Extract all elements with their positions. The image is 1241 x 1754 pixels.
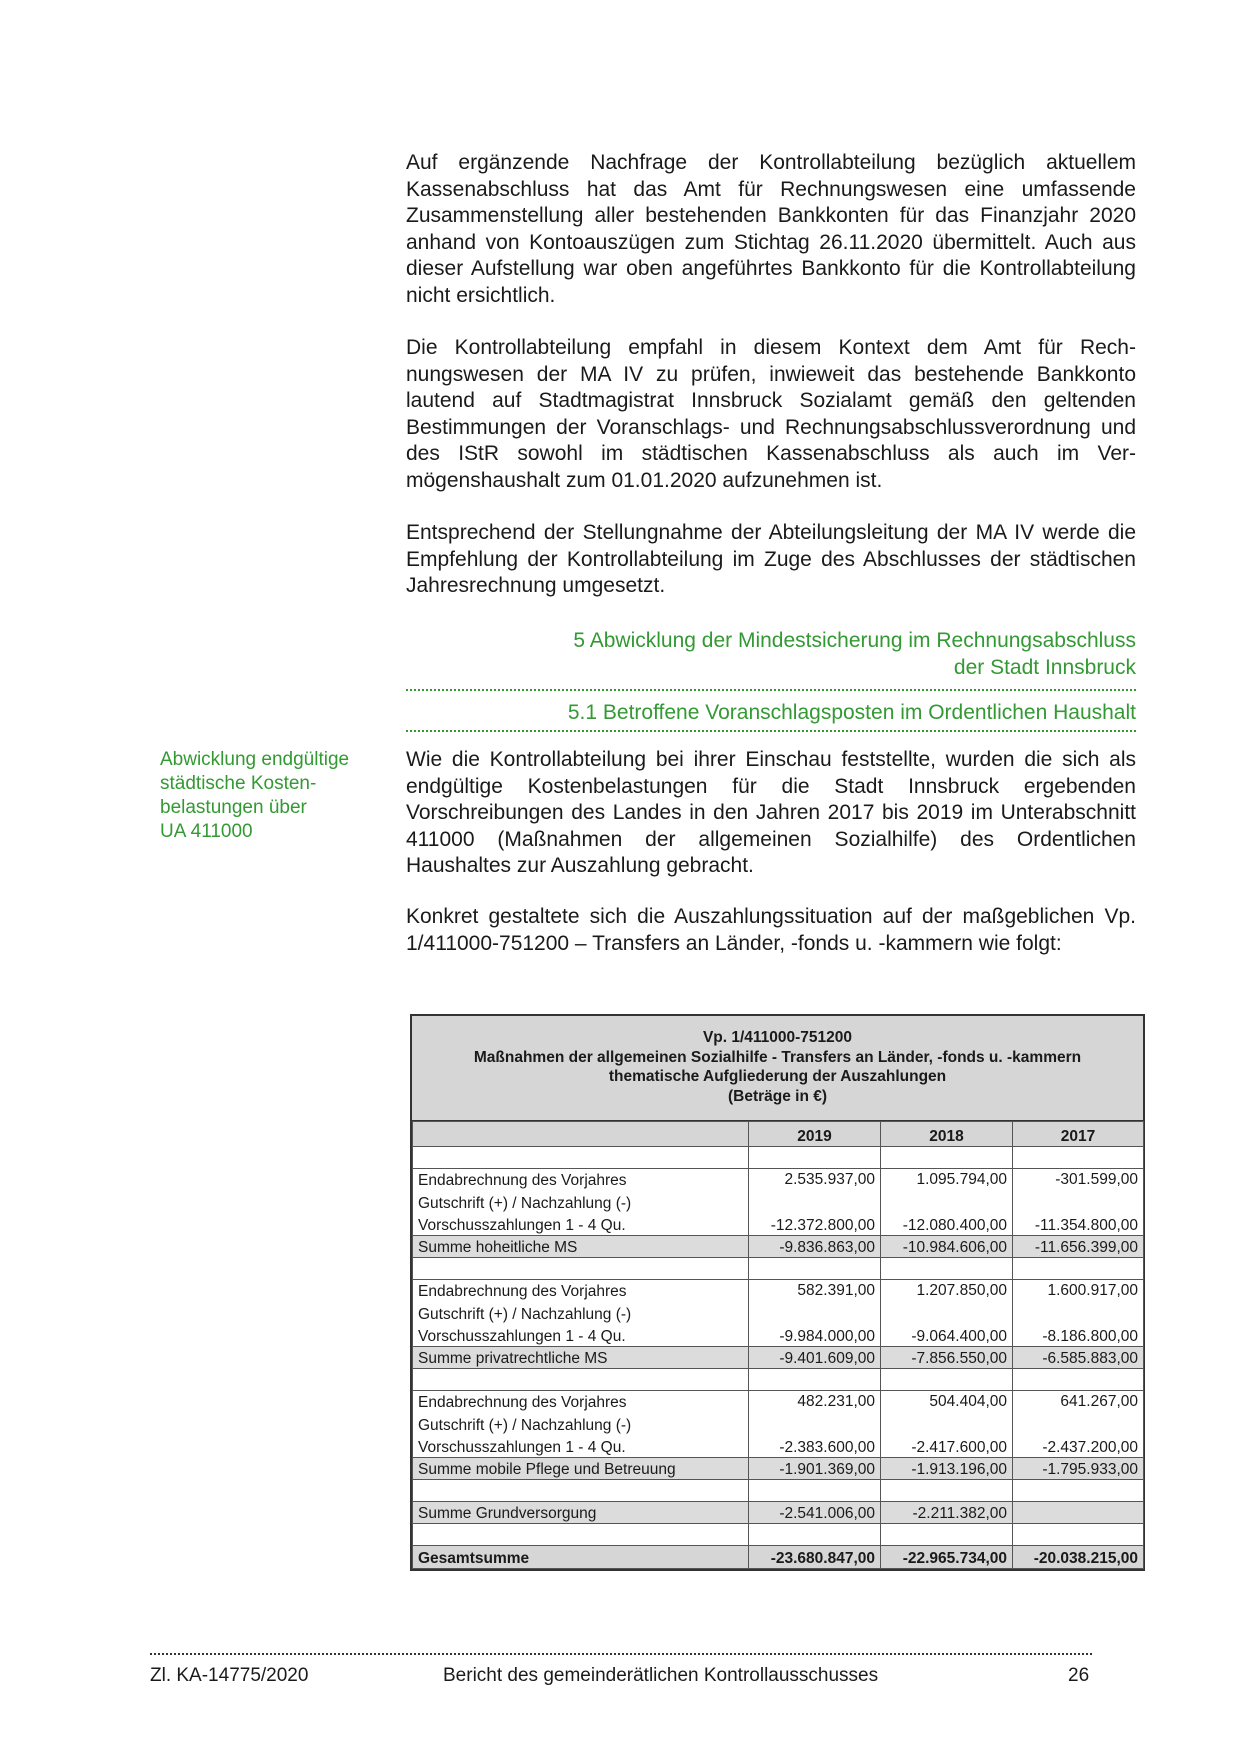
- label-gutschrift: Gutschrift (+) / Nachzahlung (-): [418, 1194, 632, 1212]
- payments-table: [410, 1014, 1145, 1571]
- value-cell: -8.186.800,00: [1042, 1328, 1138, 1345]
- label-vorschuss: Vorschusszahlungen 1 - 4 Qu.: [418, 1328, 626, 1345]
- payments-grid: [412, 1121, 1144, 1569]
- cell-2019: [749, 1169, 881, 1236]
- table-sum-row: [413, 1458, 1144, 1480]
- value-cell: [1013, 1502, 1144, 1524]
- value-cell: 1.600.917,00: [1047, 1282, 1138, 1299]
- table-spacer-row: [413, 1480, 1144, 1502]
- cell-2019: [749, 1280, 881, 1347]
- value-cell: 482.231,00: [797, 1393, 875, 1410]
- value-cell: 1.207.850,00: [916, 1282, 1007, 1299]
- cell-2017: [1013, 1169, 1144, 1236]
- label-vorschuss: Vorschusszahlungen 1 - 4 Qu.: [418, 1217, 626, 1234]
- row-labels: [413, 1280, 749, 1347]
- value-cell: -10.984.606,00: [881, 1236, 1013, 1258]
- paragraph-bank-accounts: Auf ergänzende Nachfrage der Kontrollabteilung bezüglich aktuellem Kassenabschluss hat das Amt für Rechnungswesen eine umfassende Zusammenstellung aller bestehenden Bankkonten für das Finanzjahr 2020 anhand von Kontoauszügen zum Stichtag 26.11.2020 übermittelt. Auch aus dieser Aufstellung war oben angeführtes Bankkonto für die Kontrollabteilung nicht ersichtlich.: [406, 151, 1136, 307]
- value-cell: -1.901.369,00: [749, 1458, 881, 1480]
- cell-2018: [881, 1169, 1013, 1236]
- value-cell: 1.095.794,00: [916, 1171, 1007, 1188]
- section-heading-5-line1: 5 Abwicklung der Mindestsicherung im Rechnungsabschluss: [573, 629, 1136, 652]
- value-cell: -301.599,00: [1055, 1171, 1138, 1188]
- header-year-2017: 2017: [1013, 1122, 1144, 1147]
- value-cell: -12.080.400,00: [902, 1217, 1007, 1234]
- table-header-row: [413, 1122, 1144, 1147]
- table-row-grundversorgung: [413, 1502, 1144, 1524]
- sum-label: Summe hoheitliche MS: [413, 1236, 749, 1258]
- table-sum-row: [413, 1236, 1144, 1258]
- margin-note: [160, 748, 380, 844]
- value-cell: 641.267,00: [1060, 1393, 1138, 1410]
- value-cell: 582.391,00: [797, 1282, 875, 1299]
- header-year-2018: 2018: [881, 1122, 1013, 1147]
- value-cell: -12.372.800,00: [770, 1217, 875, 1234]
- total-label: Gesamtsumme: [413, 1546, 749, 1569]
- value-cell: -6.585.883,00: [1013, 1347, 1144, 1369]
- cell-2019: [749, 1391, 881, 1458]
- table-spacer-row: [413, 1369, 1144, 1391]
- value-cell: -20.038.215,00: [1013, 1546, 1144, 1569]
- row-labels: [413, 1169, 749, 1236]
- cell-2017: [1013, 1280, 1144, 1347]
- margin-note-line: belastungen über: [160, 797, 307, 818]
- label-gutschrift: Gutschrift (+) / Nachzahlung (-): [418, 1416, 632, 1434]
- label-vorschuss: Vorschusszahlungen 1 - 4 Qu.: [418, 1439, 626, 1456]
- paragraph-implementation: Entsprechend der Stellungnahme der Abteilungsleitung der MA IV werde die Empfehlung der Kontrollabteilung im Zuge des Abschlusses der städtischen Jahresrechnung umgesetzt.: [406, 521, 1136, 597]
- value-cell: -9.984.000,00: [779, 1328, 875, 1345]
- value-cell: -9.064.400,00: [911, 1328, 1007, 1345]
- table-sum-row: [413, 1347, 1144, 1369]
- value-cell: 2.535.937,00: [784, 1171, 875, 1188]
- label-endabrechnung: Endabrechnung des Vorjahres: [418, 1394, 627, 1411]
- footer-divider: [150, 1653, 1092, 1655]
- cell-2018: [881, 1391, 1013, 1458]
- value-cell: -23.680.847,00: [749, 1546, 881, 1569]
- table-title-line: Vp. 1/411000-751200: [702, 1029, 853, 1046]
- section-heading-5: [406, 628, 1136, 691]
- sum-label: Summe Grundversorgung: [413, 1502, 749, 1524]
- value-cell: -7.856.550,00: [881, 1347, 1013, 1369]
- table-spacer-row: [413, 1524, 1144, 1546]
- value-cell: -2.417.600,00: [911, 1439, 1007, 1456]
- section-heading-5-line2: der Stadt Innsbruck: [953, 655, 1136, 679]
- value-cell: -22.965.734,00: [881, 1546, 1013, 1569]
- table-spacer-row: [413, 1258, 1144, 1280]
- paragraph-recommendation: Die Kontrollabteilung empfahl in diesem Kontext dem Amt für Rechnungswesen der MA IV zu prüfen, inwieweit das bestehende Bankkonto lautend auf Stadtmagistrat Innsbruck Sozialamt gemäß den geltenden Bestimmungen der Voranschlags- und Rechnungsabschlussverordnung und des IStR sowohl im städtischen Kassenabschluss als auch im Vermögenshaushalt zum 01.01.2020 aufzunehmen ist.: [406, 336, 1136, 492]
- value-cell: -9.836.863,00: [749, 1236, 881, 1258]
- table-row-mobile-pflege: [413, 1391, 1144, 1458]
- margin-note-line: städtische Kosten-: [160, 773, 317, 794]
- table-title-line: Maßnahmen der allgemeinen Sozialhilfe - Transfers an Länder, -fonds u. -kammern: [473, 1048, 1082, 1066]
- value-cell: -2.211.382,00: [881, 1502, 1013, 1524]
- table-row-privatrechtlich: [413, 1280, 1144, 1347]
- table-title-line: (Beträge in €): [727, 1087, 828, 1105]
- cell-2017: [1013, 1391, 1144, 1458]
- value-cell: -9.401.609,00: [749, 1347, 881, 1369]
- label-gutschrift: Gutschrift (+) / Nachzahlung (-): [418, 1305, 632, 1323]
- table-row-hoheitlich: [413, 1169, 1144, 1236]
- value-cell: -2.383.600,00: [779, 1439, 875, 1456]
- value-cell: -1.913.196,00: [881, 1458, 1013, 1480]
- paragraph-payment-situation: Konkret gestaltete sich die Auszahlungssituation auf der maßgeblichen Vp. 1/411000-751200 – Transfers an Länder, -fonds u. -kammern wie folgt:: [406, 905, 1136, 955]
- footer-report-title: Bericht des gemeinderätlichen Kontrollausschusses: [443, 1665, 879, 1686]
- paragraph-findings: Wie die Kontrollabteilung bei ihrer Einschau feststellte, wurden die sich als endgültige Kostenbelastungen für die Stadt Innsbruck ergebenden Vorschreibungen des Landes in den Jahren 2017 bis 2019 im Unterabschnitt 411000 (Maßnahmen der allgemeinen Sozialhilfe) des Ordentlichen Haushaltes zur Auszahlung gebracht.: [406, 748, 1136, 877]
- cell-2018: [881, 1280, 1013, 1347]
- sum-label: Summe privatrechtliche MS: [413, 1347, 749, 1369]
- margin-note-line: Abwicklung endgültige: [160, 749, 350, 770]
- footer-file-number: Zl. KA-14775/2020: [150, 1665, 309, 1686]
- table-total-row: [413, 1546, 1144, 1569]
- table-spacer-row: [413, 1147, 1144, 1169]
- value-cell: -11.354.800,00: [1034, 1217, 1138, 1234]
- sum-label: Summe mobile Pflege und Betreuung: [413, 1458, 749, 1480]
- page-number: 26: [1068, 1665, 1090, 1686]
- margin-note-line: UA 411000: [160, 821, 253, 842]
- header-cell-empty: [413, 1122, 749, 1147]
- label-endabrechnung: Endabrechnung des Vorjahres: [418, 1172, 627, 1189]
- header-year-2019: 2019: [749, 1122, 881, 1147]
- label-endabrechnung: Endabrechnung des Vorjahres: [418, 1283, 627, 1300]
- section-heading-5-1: 5.1 Betroffene Voranschlagsposten im Ordentlichen Haushalt: [406, 700, 1136, 732]
- table-title-line: thematische Aufgliederung der Auszahlungen: [608, 1068, 947, 1085]
- value-cell: -2.437.200,00: [1042, 1439, 1138, 1456]
- value-cell: -2.541.006,00: [749, 1502, 881, 1524]
- value-cell: 504.404,00: [929, 1393, 1007, 1410]
- row-labels: [413, 1391, 749, 1458]
- value-cell: -11.656.399,00: [1013, 1236, 1144, 1258]
- table-title: [412, 1016, 1143, 1121]
- value-cell: -1.795.933,00: [1013, 1458, 1144, 1480]
